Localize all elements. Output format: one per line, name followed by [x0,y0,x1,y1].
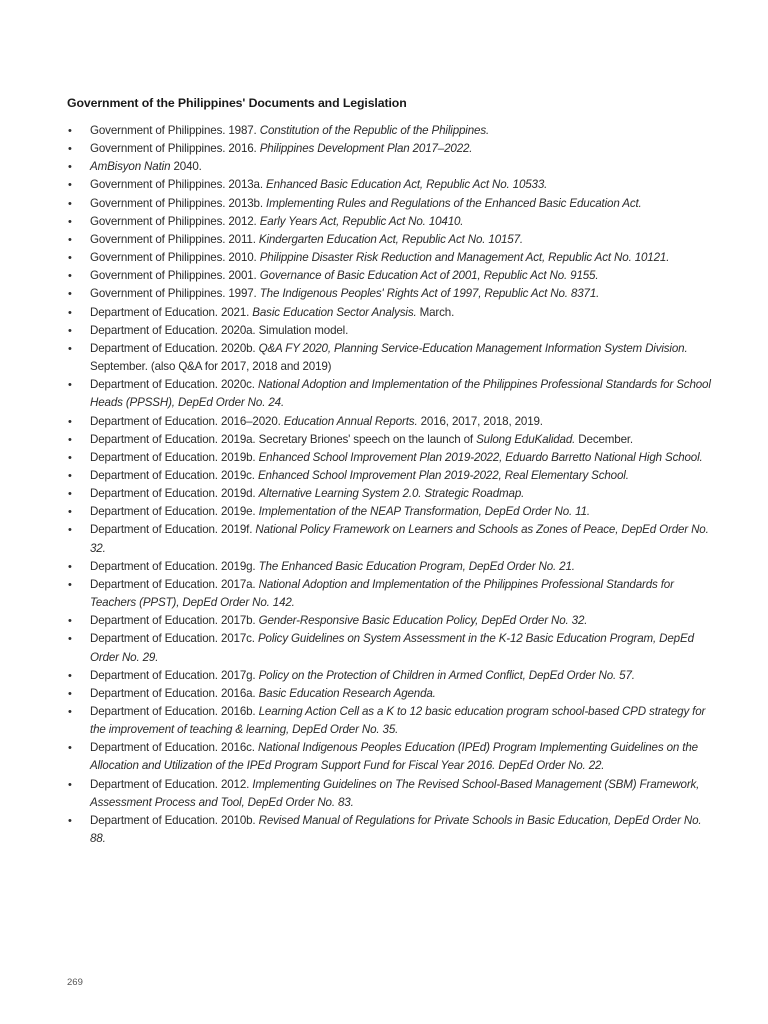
bullet-icon: • [68,687,72,700]
reference-item [0,776,768,812]
reference-author: Government of Philippines. 2001. [90,269,257,283]
reference-author: Department of Education. 2016b. [90,705,256,718]
reference-item [0,249,768,267]
reference-author: Department of Education. 2019d. [90,487,256,501]
reference-title: Sulong EduKalidad. [476,432,576,446]
reference-item [0,322,768,340]
reference-author: Department of Education. 2017b. [90,614,256,628]
reference-suffix: March. [419,305,455,319]
bullet-icon: • [68,669,72,682]
reference-item [0,231,768,249]
reference-item [0,340,768,376]
reference-author: Department of Education. 2019c. [90,468,255,482]
bullet-icon: • [68,324,72,337]
reference-item [0,739,768,775]
reference-author: Department of Education. 2020c. [90,378,255,392]
reference-item [0,195,768,213]
reference-author: Department of Education. 2019b. [90,450,256,464]
reference-title: Philippines Development Plan 2017–2022. [259,142,473,156]
reference-title: National Indigenous Peoples Education (IPEd) Program Implementing Guidelines on the Allocation and Utilization of the IPEd Program Support Fund for Fiscal Year 2016. DepEd Order No. 22. [90,741,698,773]
reference-author: Government of Philippines. 2013b. [90,196,263,210]
reference-title: Philippine Disaster Risk Reduction and Management Act, Republic Act No. 10121. [259,251,670,265]
reference-title: Basic Education Research Agenda. [258,686,436,700]
reference-author: Department of Education. 2021. [90,305,250,319]
reference-author: Department of Education. 2010b. [90,813,256,827]
reference-author: Department of Education. 2019f. [90,523,253,537]
bullet-icon: • [68,633,72,646]
reference-suffix: September. (also Q&A for 2017, 2018 and 2019) [90,360,332,374]
reference-item [0,176,768,194]
bullet-icon: • [68,179,72,192]
reference-author: Department of Education. 2016c. [90,741,255,755]
reference-author: Government of Philippines. 2010. [90,251,257,265]
bullet-icon: • [68,233,72,246]
reference-author: Department of Education. 2017a. [90,577,256,591]
reference-item [0,630,768,666]
bullet-icon: • [68,469,72,482]
bullet-icon: • [68,433,72,446]
reference-author: Department of Education. 2017c. [90,632,255,646]
reference-suffix: 2040. [173,160,202,174]
reference-item [0,158,768,176]
reference-item [0,612,768,630]
reference-title: Q&A FY 2020, Planning Service-Education Management Information System Division. [258,341,688,355]
bullet-icon: • [68,288,72,301]
bullet-icon: • [68,742,72,755]
reference-title: Implementing Rules and Regulations of the Enhanced Basic Education Act. [266,196,642,210]
reference-author: Department of Education. 2012. [90,777,250,791]
reference-item [0,467,768,485]
reference-title: Implementation of the NEAP Transformation, DepEd Order No. 11. [258,505,590,519]
reference-title: AmBisyon Natin [90,160,171,174]
reference-item [0,122,768,140]
reference-title: Enhanced School Improvement Plan 2019-2022, Eduardo Barretto National High School. [258,450,703,464]
reference-suffix: December. [578,432,634,446]
reference-item [0,503,768,521]
bullet-icon: • [68,143,72,156]
reference-item [0,304,768,322]
bullet-icon: • [68,778,72,791]
reference-item [0,413,768,431]
reference-author: Department of Education. 2017g. [90,668,256,682]
bullet-icon: • [68,415,72,428]
bullet-icon: • [68,270,72,283]
reference-item [0,685,768,703]
reference-author: Government of Philippines. 2013a. [90,178,263,192]
bullet-icon: • [68,306,72,319]
reference-author: Department of Education. 2019a. Secretary Briones' speech on the launch of [90,432,473,446]
bullet-icon: • [68,125,72,137]
reference-author: Government of Philippines. 1987. [90,124,257,137]
reference-item [0,521,768,557]
reference-title: National Policy Framework on Learners and Schools as Zones of Peace, DepEd Order No. 32. [90,523,709,555]
reference-suffix: 2016, 2017, 2018, 2019. [420,414,543,428]
reference-item [0,576,768,612]
bullet-icon: • [68,197,72,210]
reference-title: Gender-Responsive Basic Education Policy, DepEd Order No. 32. [258,614,588,628]
bullet-icon: • [68,524,72,537]
bullet-icon: • [68,215,72,228]
reference-item [0,285,768,303]
reference-item [0,485,768,503]
reference-title: National Adoption and Implementation of the Philippines Professional Standards for Teachers (PPST), DepEd Order No. 142. [90,577,674,610]
reference-author: Department of Education. 2016–2020. [90,414,281,428]
reference-title: Governance of Basic Education Act of 2001, Republic Act No. 9155. [259,269,599,283]
bullet-icon: • [68,488,72,501]
reference-title: Enhanced Basic Education Act, Republic Act No. 10533. [266,178,548,192]
bullet-icon: • [68,615,72,628]
bullet-icon: • [68,252,72,265]
reference-title: Basic Education Sector Analysis. [252,305,417,319]
reference-author: Department of Education. 2020b. [90,341,256,355]
reference-author: Department of Education. 2019e. [90,505,256,519]
reference-title: Implementing Guidelines on The Revised School-Based Management (SBM) Framework, Assessment Process and Tool, DepEd Order No. 83. [90,777,700,809]
reference-author: Department of Education. 2019g. [90,559,256,573]
reference-author: Department of Education. 2020a. Simulation model. [90,323,349,337]
reference-author: Government of Philippines. 2016. [90,142,257,156]
reference-item [0,431,768,449]
reference-author: Department of Education. 2016a. [90,686,256,700]
bullet-icon: • [68,560,72,573]
reference-list [0,122,768,848]
bullet-icon: • [68,342,72,355]
section-heading: Government of the Philippines' Documents and Legislation [67,96,407,110]
bullet-icon: • [68,451,72,464]
reference-item [0,667,768,685]
reference-title: Early Years Act, Republic Act No. 10410. [259,214,464,228]
reference-title: Education Annual Reports. [283,414,418,428]
bullet-icon: • [68,161,72,174]
reference-title: The Indigenous Peoples' Rights Act of 1997, Republic Act No. 8371. [259,287,600,301]
reference-item [0,267,768,285]
reference-author: Government of Philippines. 2012. [90,214,257,228]
reference-title: Policy Guidelines on System Assessment in the K-12 Basic Education Program, DepEd Order No. 29. [90,632,694,664]
reference-item [0,213,768,231]
reference-item [0,703,768,739]
page-number: 269 [67,977,83,988]
reference-item [0,812,768,848]
reference-item [0,449,768,467]
reference-title: Kindergarten Education Act, Republic Act No. 10157. [258,232,523,246]
bullet-icon: • [68,814,72,827]
reference-title: National Adoption and Implementation of the Philippines Professional Standards for School Heads (PPSSH), DepEd Order No. 24. [90,378,711,410]
reference-title: Learning Action Cell as a K to 12 basic education program school-based CPD strategy for the improvement of teaching & learning, DepEd Order No. 35. [90,705,706,737]
bullet-icon: • [68,706,72,718]
reference-author: Government of Philippines. 2011. [90,232,256,246]
reference-title: Enhanced School Improvement Plan 2019-2022, Real Elementary School. [257,468,629,482]
reference-author: Government of Philippines. 1997. [90,287,257,301]
reference-item [0,558,768,576]
bullet-icon: • [68,379,72,392]
reference-title: Alternative Learning System 2.0. Strategic Roadmap. [258,487,525,501]
reference-title: The Enhanced Basic Education Program, DepEd Order No. 21. [258,559,575,573]
reference-title: Policy on the Protection of Children in Armed Conflict, DepEd Order No. 57. [258,668,635,682]
reference-item [0,376,768,412]
bullet-icon: • [68,506,72,519]
reference-item [0,140,768,158]
reference-title: Constitution of the Republic of the Philippines. [259,124,490,137]
bullet-icon: • [68,578,72,591]
reference-title: Revised Manual of Regulations for Private Schools in Basic Education, DepEd Order No. 88. [90,813,702,846]
